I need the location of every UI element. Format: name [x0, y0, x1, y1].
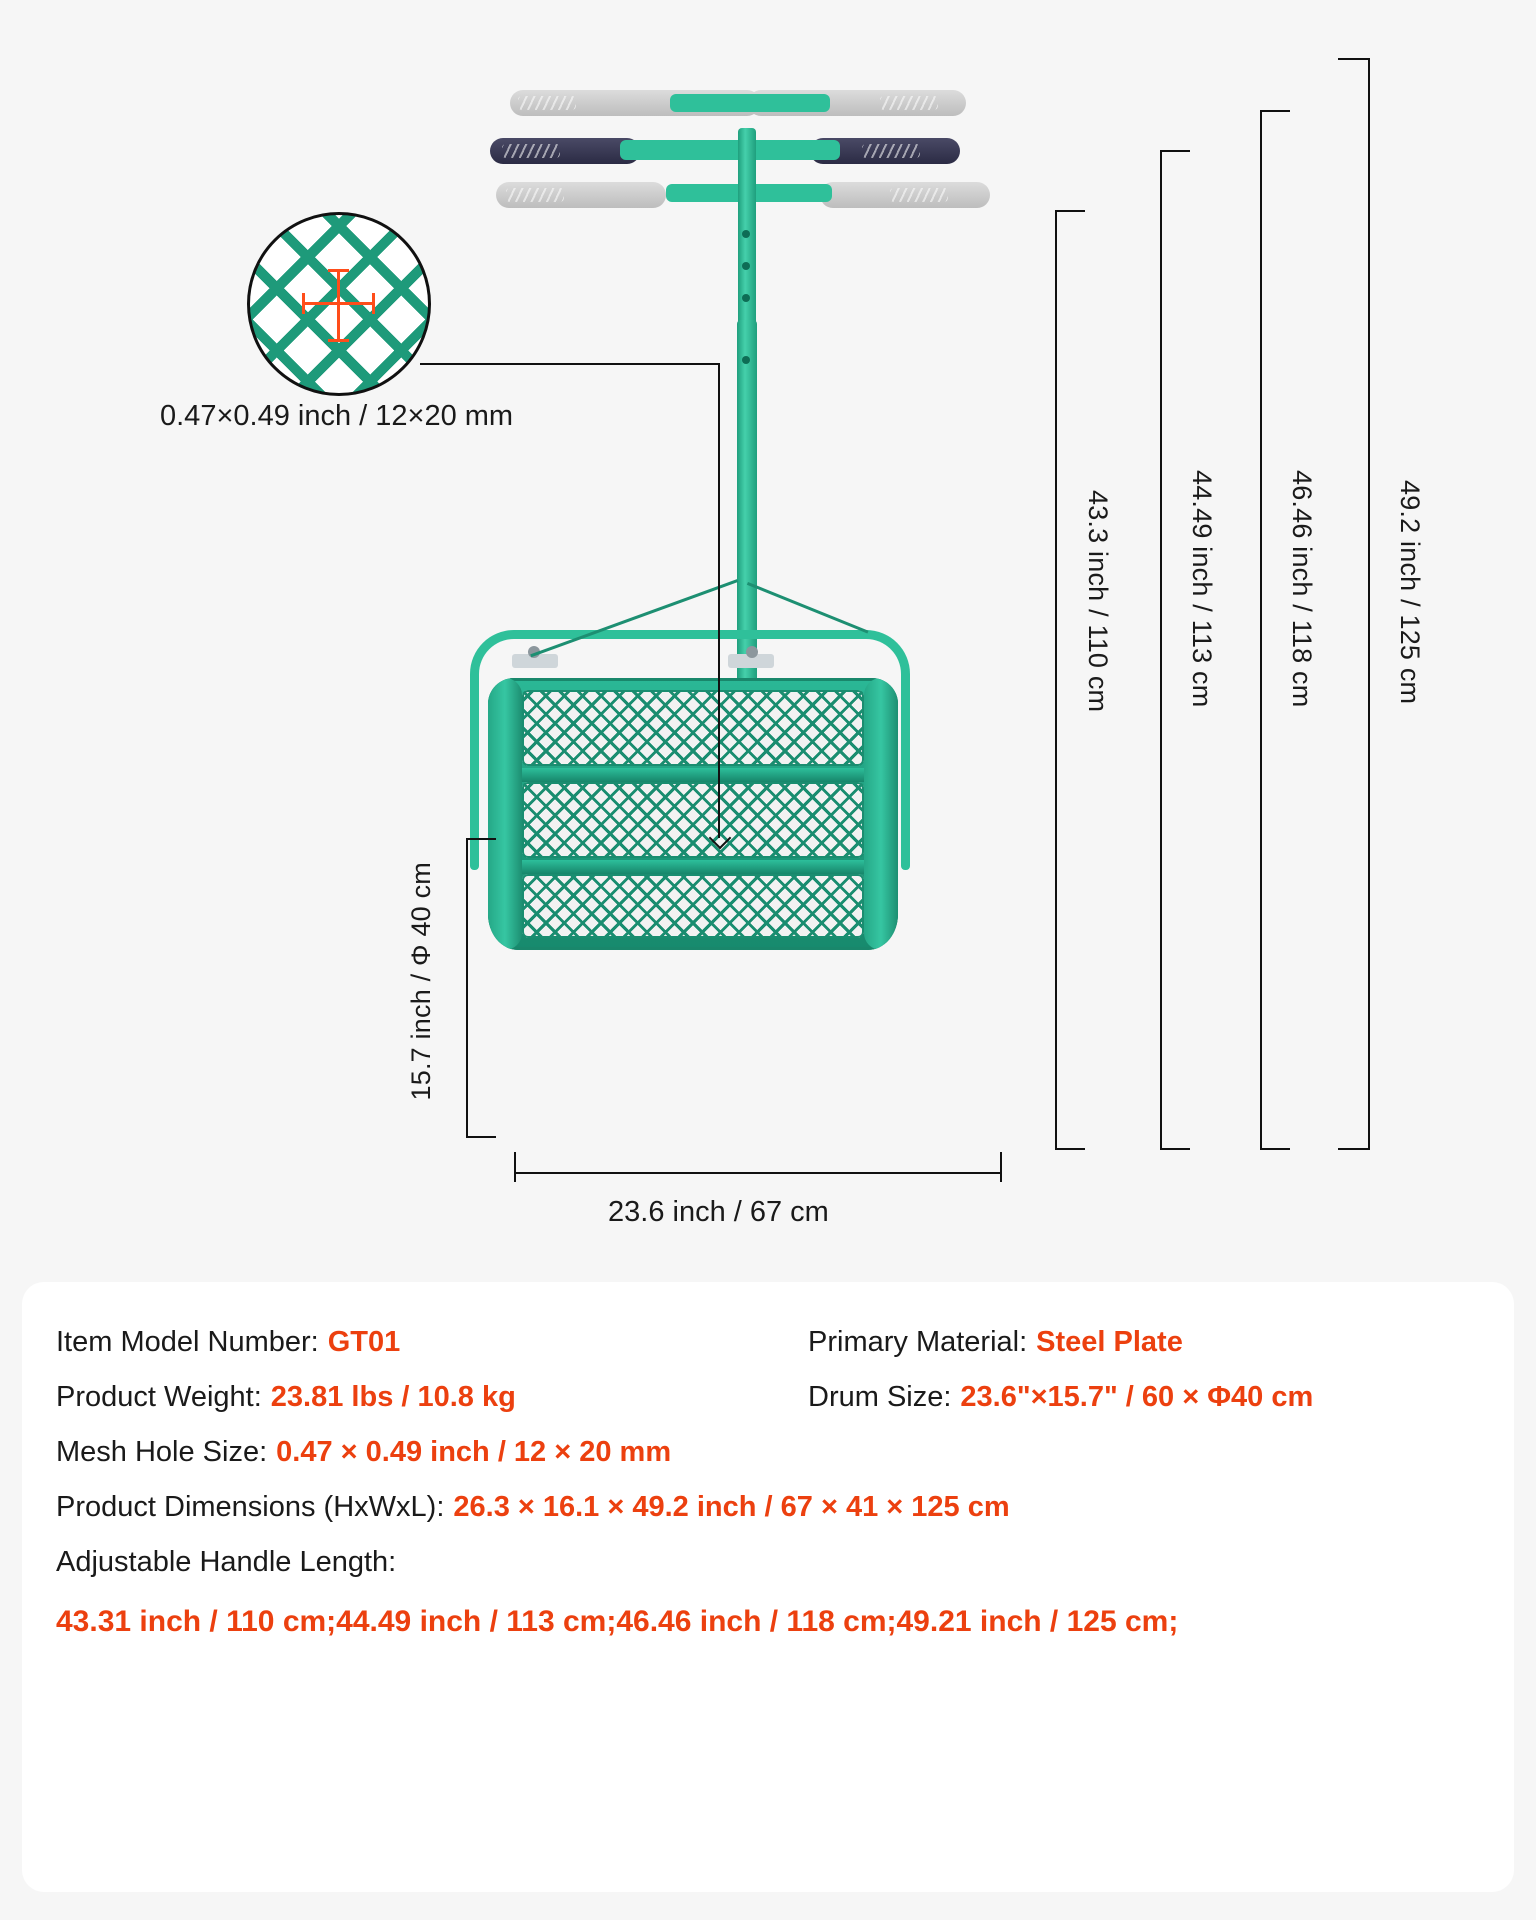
handle-dim-line-2 — [1160, 150, 1162, 1150]
drum-band-1 — [488, 768, 898, 782]
handle-dim-3-tick-bottom — [1260, 1148, 1290, 1150]
spec-item-model-number — [38, 1326, 808, 1359]
handle-grip-mid-right-ridges — [862, 144, 920, 158]
mesh-magnifier — [247, 212, 431, 396]
spec-label: Adjustable Handle Length: — [56, 1546, 397, 1578]
handle-dim-3-tick-top — [1260, 110, 1290, 112]
specifications-card — [22, 1282, 1514, 1892]
handle-dim-line-1 — [1055, 210, 1057, 1150]
handle-grip-top-ridges — [518, 96, 576, 110]
handle-dim-1-label: 43.3 inch / 110 cm — [1083, 490, 1113, 713]
handle-grip-low-left-ridges — [506, 188, 564, 202]
mesh-size-caption: 0.47×0.49 inch / 12×20 mm — [160, 400, 514, 432]
spec-product-weight — [38, 1381, 808, 1414]
mesh-crosshair-cap-bottom — [328, 339, 349, 342]
specifications-grid — [38, 1326, 1498, 1639]
spec-row — [38, 1381, 1498, 1414]
drum-width-dim-line — [514, 1172, 1002, 1174]
spec-value: 0.47 × 0.49 inch / 12 × 20 mm — [276, 1436, 672, 1468]
drum-end-cap-left — [488, 678, 522, 950]
spec-label: Item Model Number: — [56, 1326, 319, 1358]
product-illustration — [470, 70, 1070, 1170]
spec-value: GT01 — [327, 1326, 401, 1358]
mesh-crosshair-cap-top — [328, 269, 349, 272]
spec-mesh-hole-size — [38, 1436, 671, 1469]
spec-row — [38, 1546, 1498, 1579]
drum-height-tick-top — [466, 838, 496, 840]
spec-row — [38, 1436, 1498, 1469]
spec-value: Steel Plate — [1036, 1326, 1183, 1358]
spec-label: Product Weight: — [56, 1381, 262, 1413]
spreader-drum — [478, 670, 908, 960]
spec-primary-material — [808, 1326, 1183, 1359]
post-adjust-hole-1 — [742, 230, 750, 238]
drum-mesh-panel-bottom — [522, 874, 864, 938]
post-adjust-hole-3 — [742, 294, 750, 302]
spec-row — [38, 1491, 1498, 1524]
handle-crossbar-mid — [620, 140, 840, 160]
drum-height-label: 15.7 inch / Φ 40 cm — [406, 862, 436, 1101]
mesh-leader-line-vertical — [718, 363, 722, 838]
frame-stay-right — [747, 582, 869, 633]
spec-row — [38, 1326, 1498, 1359]
mesh-crosshair-cap-right — [372, 293, 375, 314]
drum-band-2 — [488, 860, 898, 874]
mesh-crosshair-vertical — [337, 271, 340, 341]
drum-body — [488, 678, 898, 950]
spec-adjustable-handle-length — [38, 1546, 396, 1579]
drum-width-tick-left — [514, 1152, 516, 1182]
post-adjust-hole-2 — [742, 262, 750, 270]
spec-adjustable-handle-values: 43.31 inch / 110 cm;44.49 inch / 113 cm;46.46 inch / 118 cm;49.21 inch / 125 cm; — [56, 1605, 1179, 1638]
handle-dim-1-tick-top — [1055, 210, 1085, 212]
post-adjust-hole-4 — [742, 356, 750, 364]
handle-grip-mid-left-ridges — [502, 144, 560, 158]
handle-dim-2-label: 44.49 inch / 113 cm — [1187, 470, 1217, 708]
handle-dim-2-tick-bottom — [1160, 1148, 1190, 1150]
handle-dim-line-4 — [1368, 58, 1370, 1150]
handle-dim-4-tick-bottom — [1338, 1148, 1370, 1150]
spec-label: Mesh Hole Size: — [56, 1436, 268, 1468]
drum-mesh-panel-top — [522, 690, 864, 766]
spec-label: Drum Size: — [808, 1381, 952, 1413]
handle-grip-top-right-ridges — [880, 96, 938, 110]
handle-grip-low-right-ridges — [890, 188, 948, 202]
handle-crossbar-top — [670, 94, 830, 112]
mesh-crosshair-cap-left — [302, 293, 305, 314]
handle-dim-4-label: 49.2 inch / 125 cm — [1395, 480, 1425, 705]
spec-drum-size — [808, 1381, 1313, 1414]
handle-dim-2-tick-top — [1160, 150, 1190, 152]
handle-dim-1-tick-bottom — [1055, 1148, 1085, 1150]
drum-height-dim-line — [466, 838, 468, 1138]
drum-width-label: 23.6 inch / 67 cm — [608, 1196, 829, 1228]
mesh-leader-line-horizontal — [420, 363, 720, 365]
drum-height-tick-bottom — [466, 1136, 496, 1138]
spec-value: 26.3 × 16.1 × 49.2 inch / 67 × 41 × 125 cm — [453, 1491, 1010, 1523]
spec-label: Product Dimensions (HxWxL): — [56, 1491, 445, 1523]
handle-dim-4-tick-top — [1338, 58, 1370, 60]
handle-dim-line-3 — [1260, 110, 1262, 1150]
spec-value: 23.6"×15.7" / 60 × Φ40 cm — [960, 1381, 1314, 1413]
drum-mesh-panel-middle — [522, 782, 864, 858]
drum-width-tick-right — [1000, 1152, 1002, 1182]
spec-value: 23.81 lbs / 10.8 kg — [270, 1381, 516, 1413]
spec-label: Primary Material: — [808, 1326, 1028, 1358]
spec-product-dimensions — [38, 1491, 1010, 1524]
frame-bolt-right — [746, 646, 758, 658]
handle-dim-3-label: 46.46 inch / 118 cm — [1287, 470, 1317, 708]
drum-end-cap-right — [864, 678, 898, 950]
